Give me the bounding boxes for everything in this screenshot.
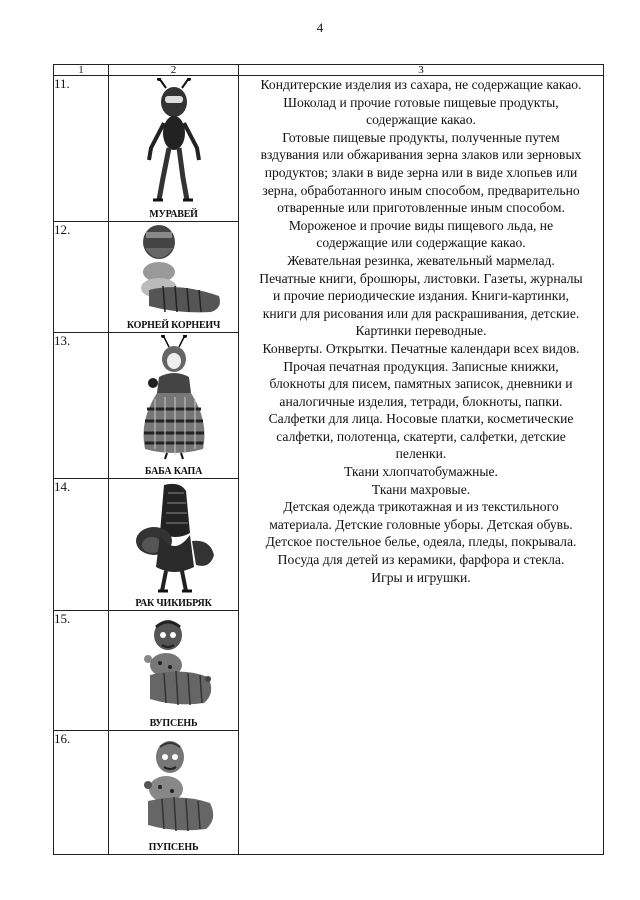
goods-line: Шоколад и прочие готовые пищевые продукты, [283,94,559,110]
goods-line: Прочая печатная продукция. Записные книжки, [283,358,559,374]
row-number: 16. [54,731,109,855]
goods-line: Посуда для детей из керамики, фарфора и стекла. [277,552,565,568]
goods-line: Жевательная резинка, жевательный мармелад. [287,252,555,268]
character-name: КОРНЕЙ КОРНЕИЧ [126,320,221,331]
goods-line: пеленки. [395,446,447,462]
character-name: МУРАВЕЙ [149,209,198,220]
page-number: 4 [316,20,324,35]
goods-line: и прочие периодические издания. Книги-картинки, [272,288,570,304]
image-cell [109,222,239,333]
goods-line: материала. Детские головные уборы. Детская обувь. [269,516,573,532]
goods-line: Картинки переводные. [355,323,487,339]
caterpillar-character-image [126,737,222,841]
goods-line: отваренные или приготовленные иным способом. [277,200,565,216]
goods-line: Ткани хлопчатобумажные. [344,464,498,480]
row-number: 11. [54,76,109,222]
goods-line: Конверты. Открытки. Печатные календари всех видов. [262,340,580,356]
lady-bug-character-image [129,335,219,461]
goods-line: салфетки, полотенца, скатерти, салфетки, детские [276,428,566,444]
goods-line: Готовые пищевые продукты, полученные путем [282,129,560,145]
row-number: 13. [54,333,109,479]
header-row [54,65,604,76]
goods-line: Кондитерские изделия из сахара, не содержащие какао. [260,77,582,92]
goods-line: содержащие какао. [366,112,476,128]
image-cell [109,76,239,222]
image-cell [109,611,239,731]
goods-line: Ткани махровые. [371,481,471,497]
character-name: ПУПСЕНЬ [148,842,199,853]
character-name: ВУПСЕНЬ [149,718,198,729]
goods-list-cell [239,76,604,855]
goods-line: Игры и игрушки. [371,569,471,585]
trademark-table [53,64,604,855]
goods-line: книги для рисования или для раскрашивания, детские. [262,305,580,321]
character-name: РАК ЧИКИБРЯК [135,598,212,609]
goods-line: Мороженое и прочие виды пищевого льда, не [288,217,554,233]
row-number: 12. [54,222,109,333]
larva-character-image [119,224,229,320]
goods-line: Детское постельное белье, одеяла, пледы, покрывала. [265,534,577,550]
goods-line: Салфетки для лица. Носовые платки, косметические [268,411,574,427]
goods-line: Детская одежда трикотажная и из текстильного [283,499,559,515]
ant-character-image [139,78,209,203]
image-cell [109,731,239,855]
header-col-1: 1 [54,65,109,76]
goods-line: аналогичные изделия, тетради, блокноты, папки. [279,393,563,409]
image-cell [109,479,239,611]
goods-line: блокноты для писем, памятных записок, дневники и [269,376,573,392]
image-cell [109,333,239,479]
goods-line: содержащие или содержащие какао. [316,235,526,251]
crayfish-character-image [124,481,224,595]
row-number: 15. [54,611,109,731]
goods-line: вздувания или обжаривания зерна злаков или зерновых [260,147,582,163]
header-col-3: 3 [239,65,604,76]
caterpillar-character-image [126,615,222,715]
goods-line: зерна, обработанного иным способом, предварительно [262,182,580,198]
header-col-2: 2 [109,65,239,76]
row-number: 14. [54,479,109,611]
goods-line: продуктов; злаки в виде зерна или в виде хлопьев или [264,164,578,180]
table-row [54,76,604,222]
character-name: БАБА КАПА [144,466,203,477]
goods-line: Печатные книги, брошюры, листовки. Газеты, журналы [259,270,583,286]
